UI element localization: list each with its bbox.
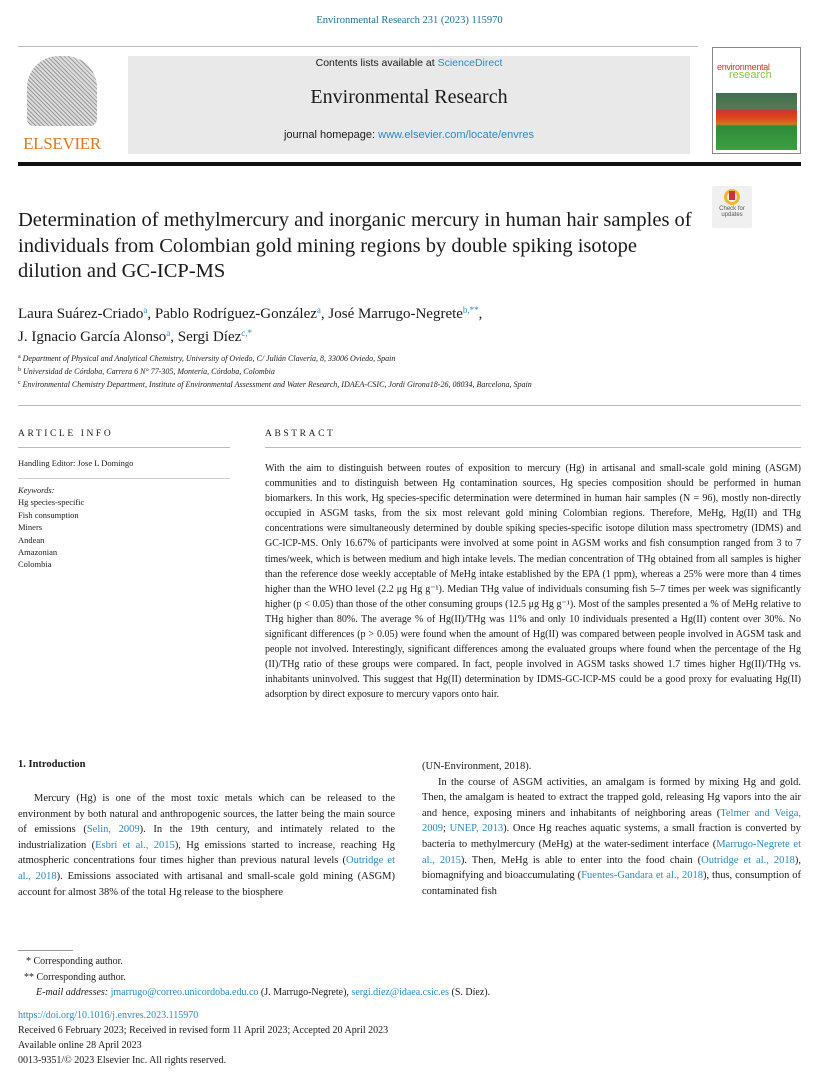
citation-link[interactable]: Esbrí et al., 2015 xyxy=(95,839,175,851)
keyword: Fish consumption xyxy=(18,509,79,520)
available-online: Available online 28 April 2023 xyxy=(18,1040,142,1051)
keyword: Andean xyxy=(18,534,45,545)
author-separator: , xyxy=(170,329,178,345)
paragraph-text: ), thus, consumption of contaminated fish xyxy=(422,870,801,897)
affiliation-mark: c xyxy=(18,380,21,386)
journal-banner xyxy=(128,56,690,154)
email-owner: (J. Marrugo-Negrete), xyxy=(258,987,352,998)
article-title: Determination of methylmercury and inorganic mercury in human hair samples of individuals from Colombian gold mining regions by double spiking isotope dilution and GC-ICP-MS xyxy=(18,209,692,282)
cover-photo xyxy=(716,93,797,150)
author-separator: , xyxy=(478,306,483,322)
header-bar xyxy=(18,162,801,166)
author-name[interactable]: Sergi Díez xyxy=(177,329,242,345)
citation-link[interactable]: Telmer and Veiga, 2009 xyxy=(422,807,801,835)
affiliation xyxy=(18,352,532,365)
citation-link[interactable]: Outridge et al., 2018 xyxy=(18,855,395,882)
paragraph-text: ; xyxy=(443,823,450,835)
keywords xyxy=(18,484,84,571)
received-dates: Received 6 February 2023; Received in revised form 11 April 2023; Accepted 20 April 2023 xyxy=(18,1025,389,1036)
bookmark-icon xyxy=(724,189,740,205)
citation-link[interactable]: Outridge et al., 2018 xyxy=(701,854,795,866)
copyright: 0013-9351/© 2023 Elsevier Inc. All rights reserved. xyxy=(18,1055,227,1066)
divider xyxy=(18,46,698,47)
paragraph-text: Mercury (Hg) is one of the most toxic metals which can be released to the environment by both natural and anthropogenic sources, the latter being the main source of emissions ( xyxy=(18,793,395,836)
affiliation xyxy=(18,378,532,391)
check-for-updates-button[interactable] xyxy=(712,186,752,228)
author-separator: , xyxy=(147,306,155,322)
divider xyxy=(18,478,230,479)
sciencedirect-link[interactable]: ScienceDirect xyxy=(437,57,503,69)
introduction-left-column xyxy=(18,791,395,900)
footnote-divider xyxy=(18,950,73,951)
keyword: Hg species-specific xyxy=(18,497,85,508)
paragraph-text: ), Hg emissions started to increase, reaching Hg atmospheric concentrations four times higher than previous natural levels ( xyxy=(18,839,395,867)
email-owner: (S. Díez). xyxy=(449,987,491,998)
affiliation-mark: b xyxy=(18,367,21,373)
journal-citation-link[interactable]: Environmental Research 231 (2023) 115970 xyxy=(316,15,503,26)
divider xyxy=(265,447,801,448)
paragraph-text: ), biomagnifying and bioaccumulating ( xyxy=(422,854,802,882)
keyword: Colombia xyxy=(18,559,52,570)
elsevier-tree-icon xyxy=(27,56,97,126)
publisher-name: ELSEVIER xyxy=(23,134,101,153)
author-name[interactable]: José Marrugo-Negrete xyxy=(328,306,463,322)
affiliations xyxy=(18,352,532,391)
paragraph-text: ). In the 19th century, and intimately related to the industrialization ( xyxy=(18,824,395,851)
email-link-diez[interactable]: sergi.diez@idaea.csic.es xyxy=(351,987,450,998)
footnotes xyxy=(18,954,490,1001)
paragraph-text: ). Emissions associated with artisanal and small-scale gold mining (ASGM) account for almost 38% of the total Hg release to the biosphere xyxy=(18,870,396,898)
citation-link[interactable]: Marrugo-Negrete et al., 2015 xyxy=(422,838,801,866)
email-label: E-mail addresses: xyxy=(36,987,111,998)
keywords-label: Keywords: xyxy=(18,485,55,495)
divider xyxy=(18,405,801,406)
author-affiliation-mark[interactable]: b,** xyxy=(462,305,479,315)
author-name[interactable]: Pablo Rodríguez-González xyxy=(154,306,317,322)
keyword: Amazonian xyxy=(18,547,58,558)
introduction-right-column xyxy=(422,759,801,899)
affiliation-text: Environmental Chemistry Department, Institute of Environmental Assessment and Water Research, IDAEA-CSIC, Jordi Girona18-26, 08034, Barcelona, Spain xyxy=(22,380,532,389)
cover-title-2: research xyxy=(729,69,772,81)
citation-link[interactable]: UNEP, 2013 xyxy=(449,823,504,835)
doi-link[interactable]: https://doi.org/10.1016/j.envres.2023.115970 xyxy=(18,1010,199,1021)
cover-title-1: environmental xyxy=(717,62,770,72)
email-link-marrugo[interactable]: jmarrugo@correo.unicordoba.edu.co xyxy=(110,987,259,998)
journal-homepage-link[interactable]: www.elsevier.com/locate/envres xyxy=(378,129,535,141)
keyword: Miners xyxy=(18,522,43,533)
affiliation-text: Universidad de Córdoba, Carrera 6 N° 77-305, Montería, Córdoba, Colombia xyxy=(23,367,275,376)
paragraph-text: In the course of ASGM activities, an amalgam is formed by mixing Hg and gold. Then, the amalgam is heated to extract the trapped gold, releasing Hg vapors into the air and hence, exposing miners and inhabitants of neighboring areas ( xyxy=(422,776,801,819)
homepage-prefix: journal homepage: xyxy=(283,129,379,141)
abstract-heading: ABSTRACT xyxy=(265,429,336,439)
author-separator: , xyxy=(320,306,329,322)
journal-cover-image[interactable] xyxy=(712,47,801,154)
footnote-corresponding-2: ** Corresponding author. xyxy=(24,971,126,983)
paragraph-text: ). Once Hg reaches aquatic systems, a small fraction is converted by bacteria to methylmercury (MeHg) at the water-sediment interface ( xyxy=(422,823,801,850)
publication-info xyxy=(18,1008,388,1068)
contents-prefix: Contents lists available at xyxy=(315,57,438,69)
author-affiliation-mark[interactable]: c,* xyxy=(241,328,253,338)
section-heading-introduction: 1. Introduction xyxy=(18,759,86,770)
paragraph-text: ). Then, MeHg is able to enter into the food chain ( xyxy=(460,854,702,866)
article-info-heading: ARTICLE INFO xyxy=(18,429,114,439)
citation-link[interactable]: Fuentes-Gandara et al., 2018 xyxy=(581,870,704,882)
elsevier-logo[interactable] xyxy=(18,56,106,156)
affiliation xyxy=(18,365,532,378)
author-affiliation-mark[interactable]: a xyxy=(316,305,321,315)
citation-link[interactable]: Selin, 2009 xyxy=(86,824,140,836)
author-list xyxy=(18,303,718,349)
affiliation-text: Department of Physical and Analytical Chemistry, University of Oviedo, C/ Julián Clavería, 8, 33006 Oviedo, Spain xyxy=(22,354,396,363)
author-name[interactable]: Laura Suárez-Criado xyxy=(18,306,144,322)
abstract-text: With the aim to distinguish between routes of exposition to mercury (Hg) in artisanal and small-scale gold mining (ASGM) communities and to distinguish between Hg contamination sources, Hg species composition should be performed in human biomarkers. In this work, Hg species-specific determination were determined in human hair samples (N = 96), mostly non-directly occupied in ASGM tasks, from the six most relevant gold mining Colombian regions. Therefore, MeHg, Hg(II) and THg concentrations were simultaneously determined by double spiking species-specific isotope dilution mass spectrometry (IDMS) and GC-ICP-MS. Only 16.67% of participants were involved at some point in AGSM works and fish consumption ranged from 3 to 7 times/week, which is between medium and high intake levels. The median concentration of THg obtained from all samples is higher than the reference dose weekly acceptable of MeHg intake established by the EPA (1 ppm), whereas a 25% were more than 4 times higher than the WHO level (2.2 μg Hg g⁻¹). Median THg value of individuals consuming fish 5–7 times per week was significantly higher (p < 0.05) than those of the other consuming groups (12.5 μg Hg g⁻¹). Most of the samples presented a % of MeHg relative to THg higher than 80%. The average % of Hg(II)/THg was 11% and only 10 individuals presented a Hg(II) content over 30%. No significant differences (p > 0.05) were found when the amount of Hg(II) was compared between people involved in AGSM task and people not involved. Interestingly, significant differences among the evaluated groups where found when the percentage of the Hg (II)/THg ratio of these groups were compared. In fact, people involved in AGSM tasks showed 1.7 times higher Hg(II)/THg vs. inhabitants uninvolved. This suggest that Hg(II) determination by IDMS-GC-ICP-MS could be a good proxy for evaluating Hg(II) adsorption by direct exposure to mercury vapors onto hair. xyxy=(265,463,801,701)
author-affiliation-mark[interactable]: a xyxy=(166,328,171,338)
check-updates-label: Check for updates xyxy=(719,206,745,218)
affiliation-mark: a xyxy=(18,354,21,360)
footnote-corresponding-1: * Corresponding author. xyxy=(26,956,123,967)
author-affiliation-mark[interactable]: a xyxy=(143,305,148,315)
divider xyxy=(18,447,230,448)
paragraph-continuation: (UN-Environment, 2018). xyxy=(422,761,532,772)
author-name[interactable]: J. Ignacio García Alonso xyxy=(18,329,167,345)
journal-title: Environmental Research xyxy=(310,86,508,108)
handling-editor: Handling Editor: Jose L Domingo xyxy=(18,458,134,468)
